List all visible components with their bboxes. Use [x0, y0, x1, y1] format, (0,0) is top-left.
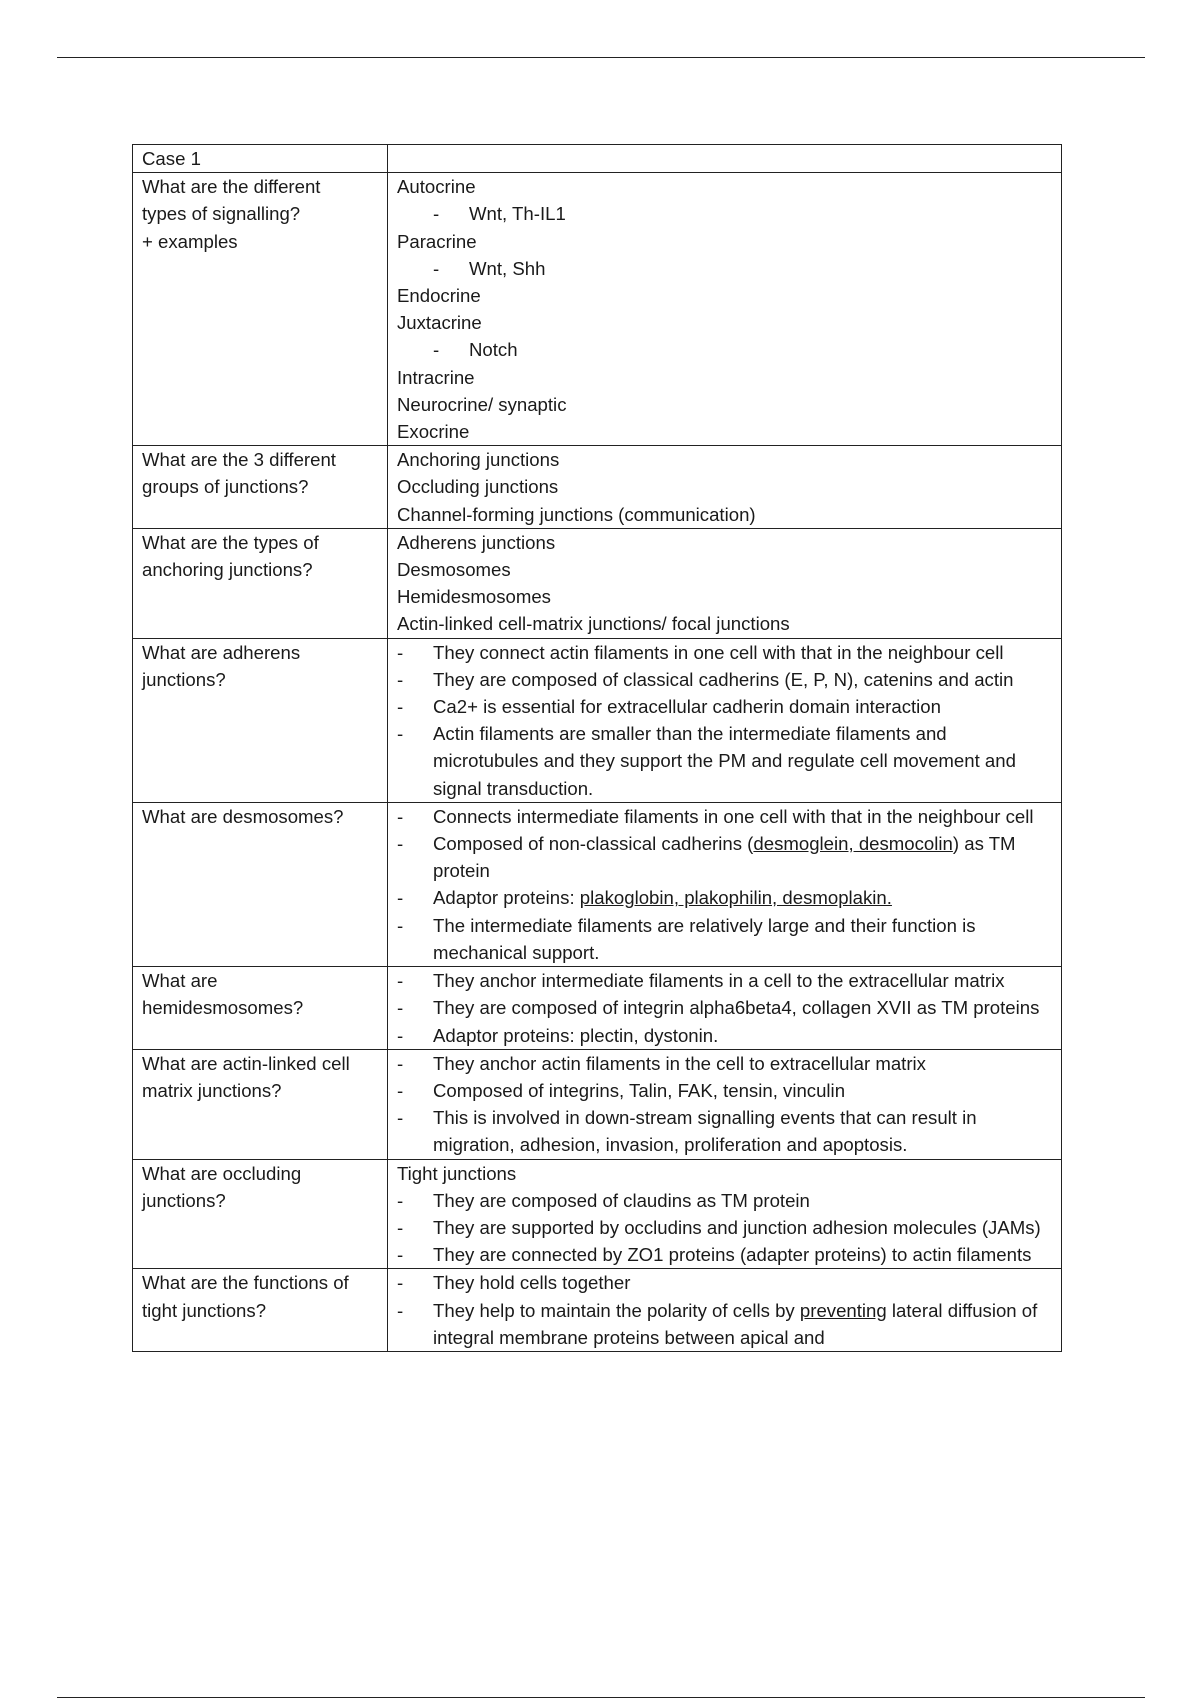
- table-row: [133, 1049, 1062, 1159]
- underlined-term: preventing: [799, 1299, 887, 1321]
- sub-item-text: Wnt, Th-IL1: [469, 203, 566, 225]
- table-row: [133, 528, 1062, 638]
- dash-bullet: -: [397, 1189, 404, 1211]
- dash-bullet: -: [397, 696, 404, 718]
- bullet-text: They are connected by ZO1 proteins (adapter proteins) to actin filaments: [433, 1244, 1032, 1266]
- bullet-item: [397, 1297, 1052, 1351]
- question-text: What are the types of: [142, 531, 319, 553]
- dash-bullet: -: [397, 1079, 404, 1101]
- dash-bullet: -: [397, 723, 404, 745]
- answer-text: Endocrine: [397, 285, 481, 307]
- bullet-item: [397, 720, 1052, 802]
- answer-cell: [388, 173, 1062, 446]
- dash-bullet: -: [397, 1052, 404, 1074]
- sub-list-item: [397, 200, 1052, 227]
- bullet-item: [397, 967, 1052, 994]
- bullet-item: [397, 912, 1052, 966]
- answer-text: Anchoring junctions: [397, 449, 560, 471]
- dash-bullet: -: [433, 339, 440, 361]
- bullet-text: They are composed of classical cadherins (E, P, N), catenins and actin: [433, 668, 1014, 690]
- dash-bullet: -: [397, 1107, 404, 1129]
- answer-text: Intracrine: [397, 366, 475, 388]
- question-cell: [133, 528, 388, 638]
- dash-bullet: -: [397, 1272, 404, 1294]
- answer-text: Actin-linked cell-matrix junctions/ focal junctions: [397, 613, 790, 635]
- question-cell: [133, 446, 388, 529]
- bullet-item: [397, 639, 1052, 666]
- underlined-term: plakoglobin, plakophilin, desmoplakin.: [579, 887, 892, 909]
- dash-bullet: -: [433, 203, 440, 225]
- sub-item-text: Notch: [469, 339, 518, 361]
- bullet-text-part: Adaptor proteins:: [433, 887, 580, 909]
- bullet-text: Adaptor proteins: plectin, dystonin.: [433, 1024, 719, 1046]
- question-text: hemidesmosomes?: [142, 997, 304, 1019]
- bullet-text: They anchor actin filaments in the cell to extracellular matrix: [433, 1052, 926, 1074]
- question-text: What are occluding: [142, 1162, 302, 1184]
- underlined-term: desmoglein, desmocolin: [753, 833, 953, 855]
- bullet-text-part: ) as TM protein: [433, 833, 1016, 882]
- question-cell: [133, 638, 388, 802]
- bullet-item: [397, 803, 1052, 830]
- question-text: What are actin-linked cell: [142, 1052, 350, 1074]
- question-text: What are the 3 different: [142, 449, 336, 471]
- bullet-item: [397, 830, 1052, 884]
- bullet-text: Connects intermediate filaments in one cell with that in the neighbour cell: [433, 805, 1034, 827]
- answer-cell: [388, 145, 1062, 173]
- dash-bullet: -: [397, 1024, 404, 1046]
- question-text: groups of junctions?: [142, 476, 309, 498]
- answer-text: Neurocrine/ synaptic: [397, 393, 567, 415]
- question-text: anchoring junctions?: [142, 559, 313, 581]
- answer-cell: [388, 528, 1062, 638]
- bullet-text: Composed of integrins, Talin, FAK, tensin, vinculin: [433, 1079, 846, 1101]
- dash-bullet: -: [397, 970, 404, 992]
- bullet-text: They are composed of claudins as TM protein: [433, 1189, 810, 1211]
- dash-bullet: -: [433, 257, 440, 279]
- dash-bullet: -: [397, 887, 404, 909]
- bullet-item: [397, 1187, 1052, 1214]
- qa-table: [132, 144, 1062, 1352]
- dash-bullet: -: [397, 805, 404, 827]
- dash-bullet: -: [397, 1244, 404, 1266]
- footer-rule: [57, 1697, 1145, 1698]
- question-cell: [133, 173, 388, 446]
- answer-cell: [388, 802, 1062, 966]
- bullet-text: They are composed of integrin alpha6beta4, collagen XVII as TM proteins: [433, 997, 1040, 1019]
- bullet-item: [397, 1269, 1052, 1296]
- bullet-text: They anchor intermediate filaments in a cell to the extracellular matrix: [433, 970, 1005, 992]
- dash-bullet: -: [397, 668, 404, 690]
- sub-item-text: Wnt, Shh: [469, 257, 546, 279]
- bullet-text: Ca2+ is essential for extracellular cadherin domain interaction: [433, 696, 941, 718]
- question-cell: [133, 967, 388, 1050]
- bullet-item: [397, 994, 1052, 1021]
- bullet-item: [397, 884, 1052, 911]
- bullet-text: Actin filaments are smaller than the intermediate filaments and microtubules and they support the PM and regulate cell movement and signal transduction.: [433, 723, 1016, 799]
- answer-text: Adherens junctions: [397, 531, 556, 553]
- dash-bullet: -: [397, 914, 404, 936]
- question-cell: [133, 1159, 388, 1269]
- dash-bullet: -: [397, 833, 404, 855]
- table-row: [133, 1269, 1062, 1352]
- question-cell: [133, 802, 388, 966]
- bullet-item: [397, 1104, 1052, 1158]
- answer-text: Juxtacrine: [397, 312, 482, 334]
- table-row: [133, 802, 1062, 966]
- dash-bullet: -: [397, 641, 404, 663]
- answer-cell: [388, 638, 1062, 802]
- question-cell: [133, 1049, 388, 1159]
- answer-text: Exocrine: [397, 421, 470, 443]
- bullet-text-part: They help to maintain the polarity of cells by: [433, 1299, 800, 1321]
- bullet-item: [397, 1022, 1052, 1049]
- question-text: What are adherens: [142, 641, 301, 663]
- bullet-text: The intermediate filaments are relatively large and their function is mechanical support.: [433, 914, 976, 963]
- answer-text: Occluding junctions: [397, 476, 559, 498]
- bullet-item: [397, 666, 1052, 693]
- bullet-text-part: Composed of non-classical cadherins (: [433, 833, 754, 855]
- question-text: matrix junctions?: [142, 1079, 282, 1101]
- header-rule: [57, 57, 1145, 58]
- table-row: [133, 1159, 1062, 1269]
- table-row: [133, 446, 1062, 529]
- question-text: What are the functions of: [142, 1272, 349, 1294]
- table-row: [133, 967, 1062, 1050]
- answer-cell: [388, 967, 1062, 1050]
- question-text: types of signalling?: [142, 203, 301, 225]
- bullet-text: This is involved in down-stream signalling events that can result in migration, adhesion, invasion, proliferation and apoptosis.: [433, 1107, 977, 1156]
- question-text: junctions?: [142, 1189, 226, 1211]
- bullet-item: [397, 1214, 1052, 1241]
- sub-list-item: [397, 255, 1052, 282]
- bullet-item: [397, 1077, 1052, 1104]
- table-row: [133, 145, 1062, 173]
- bullet-text-part: lateral diffusion of integral membrane proteins between apical and: [433, 1299, 1038, 1348]
- bullet-text: [433, 884, 1052, 911]
- question-cell: [133, 145, 388, 173]
- question-cell: [133, 1269, 388, 1352]
- question-text: What are desmosomes?: [142, 805, 344, 827]
- dash-bullet: -: [397, 1216, 404, 1238]
- answer-text: Desmosomes: [397, 559, 511, 581]
- table-row: [133, 173, 1062, 446]
- answer-text: Tight junctions: [397, 1162, 517, 1184]
- answer-text: Hemidesmosomes: [397, 586, 551, 608]
- bullet-text: They hold cells together: [433, 1272, 631, 1294]
- bullet-text: They are supported by occludins and junction adhesion molecules (JAMs): [433, 1216, 1041, 1238]
- bullet-item: [397, 1050, 1052, 1077]
- question-text: junctions?: [142, 668, 226, 690]
- answer-cell: [388, 1049, 1062, 1159]
- dash-bullet: -: [397, 1299, 404, 1321]
- bullet-item: [397, 693, 1052, 720]
- bullet-text: [433, 830, 1052, 884]
- bullet-text: They connect actin filaments in one cell with that in the neighbour cell: [433, 641, 1004, 663]
- question-text: What are: [142, 970, 218, 992]
- answer-text: Channel-forming junctions (communication): [397, 503, 756, 525]
- question-text: What are the different: [142, 176, 321, 198]
- answer-cell: [388, 446, 1062, 529]
- bullet-text: [433, 1297, 1052, 1351]
- answer-cell: [388, 1269, 1062, 1352]
- answer-text: Autocrine: [397, 176, 476, 198]
- question-text: tight junctions?: [142, 1299, 267, 1321]
- answer-cell: [388, 1159, 1062, 1269]
- bullet-item: [397, 1241, 1052, 1268]
- table-row: [133, 638, 1062, 802]
- question-text: + examples: [142, 230, 238, 252]
- question-text: Case 1: [142, 148, 201, 169]
- dash-bullet: -: [397, 997, 404, 1019]
- answer-text: Paracrine: [397, 230, 477, 252]
- sub-list-item: [397, 336, 1052, 363]
